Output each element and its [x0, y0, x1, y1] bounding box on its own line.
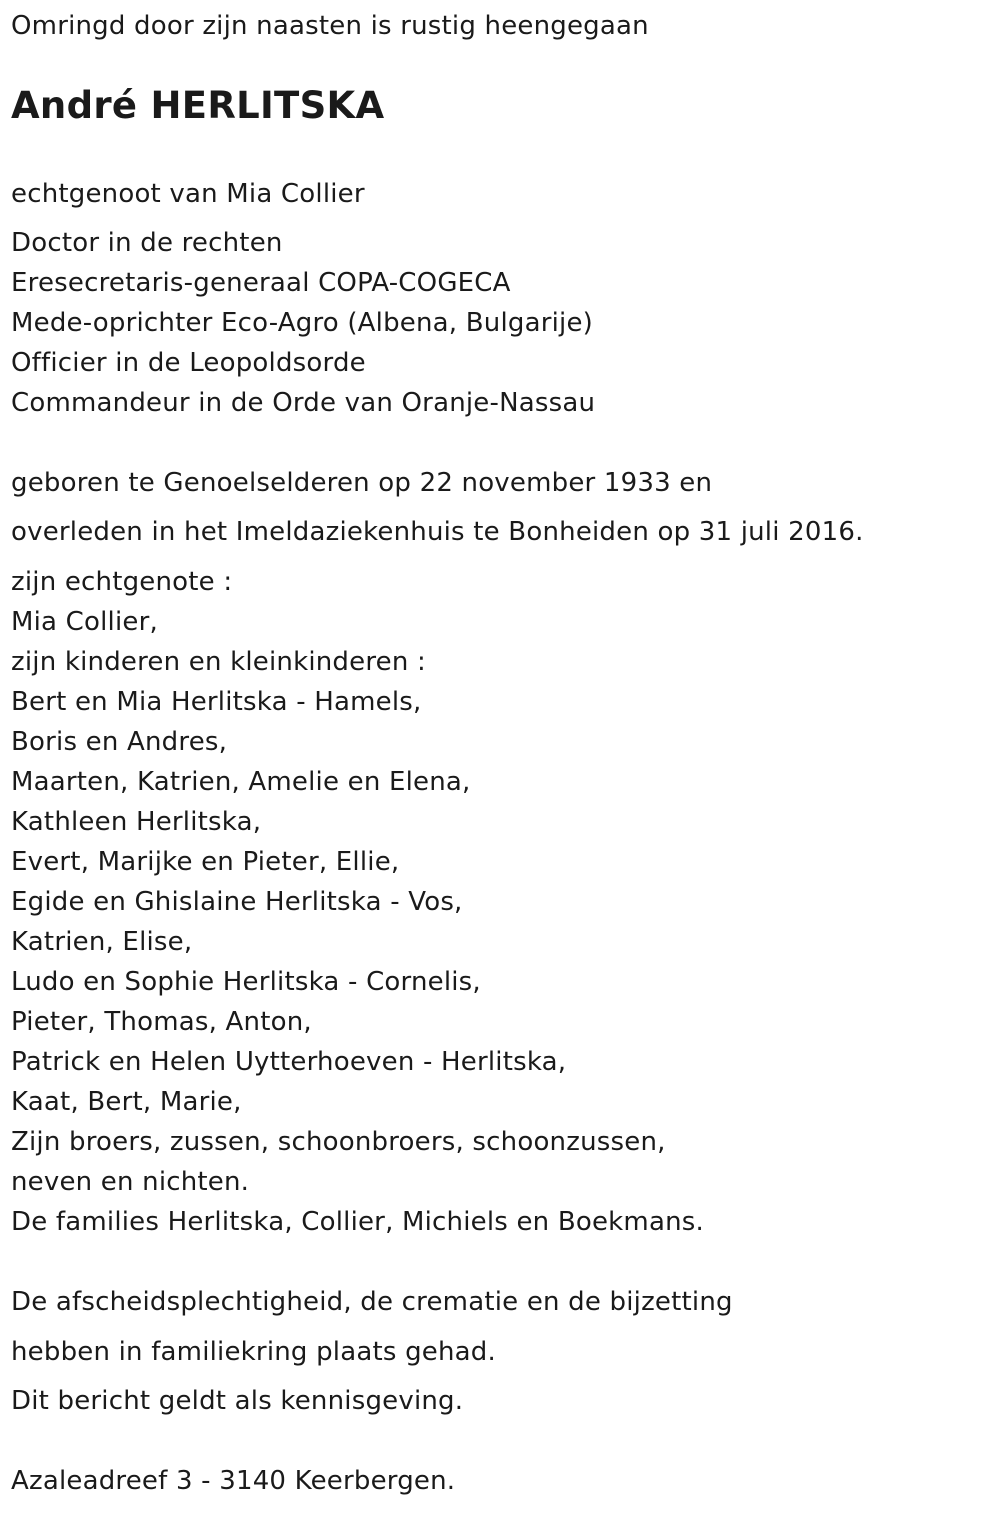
family-line: Patrick en Helen Uytterhoeven - Herlitska, — [11, 1047, 567, 1077]
family-line: neven en nichten. — [11, 1167, 250, 1197]
title-line: Officier in de Leopoldsorde — [11, 348, 366, 378]
family-line: Kathleen Herlitska, — [11, 807, 262, 837]
family-line: Bert en Mia Herlitska - Hamels, — [11, 687, 422, 717]
family-line: Evert, Marijke en Pieter, Ellie, — [11, 847, 400, 877]
family-line: Zijn broers, zussen, schoonbroers, schoonzussen, — [11, 1127, 666, 1157]
ceremony-line: Dit bericht geldt als kennisgeving. — [11, 1386, 464, 1416]
title-line: Doctor in de rechten — [11, 228, 283, 258]
family-line: Katrien, Elise, — [11, 927, 193, 957]
intro-text: Omringd door zijn naasten is rustig heengegaan — [11, 11, 649, 41]
family-line: Pieter, Thomas, Anton, — [11, 1007, 312, 1037]
ceremony-line: hebben in familiekring plaats gehad. — [11, 1337, 496, 1367]
family-line: Egide en Ghislaine Herlitska - Vos, — [11, 887, 463, 917]
family-line: zijn kinderen en kleinkinderen : — [11, 647, 426, 677]
family-line: zijn echtgenote : — [11, 567, 233, 597]
family-line: Mia Collier, — [11, 607, 158, 637]
title-line: Commandeur in de Orde van Oranje-Nassau — [11, 388, 596, 418]
death-line: overleden in het Imeldaziekenhuis te Bonheiden op 31 juli 2016. — [11, 517, 864, 547]
family-line: Ludo en Sophie Herlitska - Cornelis, — [11, 967, 481, 997]
birth-line: geboren te Genoelselderen op 22 november 1933 en — [11, 468, 713, 498]
family-line: De families Herlitska, Collier, Michiels en Boekmans. — [11, 1207, 704, 1237]
deceased-name: André HERLITSKA — [11, 84, 385, 127]
family-line: Boris en Andres, — [11, 727, 228, 757]
title-line: Mede-oprichter Eco-Agro (Albena, Bulgarije) — [11, 308, 593, 338]
family-line: Maarten, Katrien, Amelie en Elena, — [11, 767, 471, 797]
spouse-line: echtgenoot van Mia Collier — [11, 179, 365, 209]
title-line: Eresecretaris-generaal COPA-COGECA — [11, 268, 511, 298]
address-line: Azaleadreef 3 - 3140 Keerbergen. — [11, 1466, 456, 1496]
family-line: Kaat, Bert, Marie, — [11, 1087, 242, 1117]
ceremony-line: De afscheidsplechtigheid, de crematie en de bijzetting — [11, 1287, 733, 1317]
